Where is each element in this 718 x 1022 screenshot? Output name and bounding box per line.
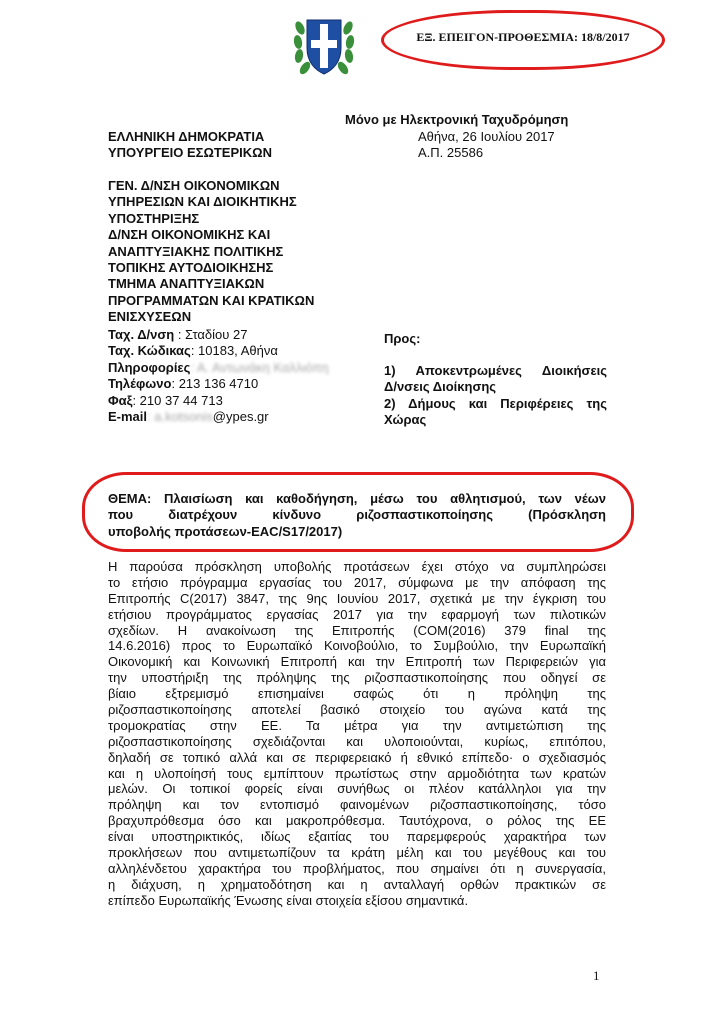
department-line: ΕΝΙΣΧΥΣΕΩΝ [108, 309, 192, 325]
phone-value: : 213 136 4710 [171, 376, 259, 392]
contact-details [108, 327, 378, 425]
body-line: ετήσιου προγράμματος εργασίας 2017 για την εφαρμογή των πιλοτικών [108, 606, 606, 622]
body-line: Επιτροπής C(2017) 3847, της 9ης Ιουνίου 2017, σχετικά με την έγκριση του [108, 590, 606, 606]
recipients-label: Προς: [384, 331, 421, 346]
body-line: και η υλοποίησή τους εμπίπτουν πρωτίστως στην αρμοδιότητα των κρατών [108, 765, 606, 781]
body-line: το ετήσιο πρόγραμμα εργασίας του 2017, σύμφωνα με την απόφαση της [108, 574, 606, 590]
body-line: ριζοσπαστικοποίησης αποτελεί βασικό στοιχείο του αγώνα κατά της [108, 702, 606, 718]
email-label: E-mail [108, 408, 148, 424]
body-line: την υποστήριξη της πρόληψης της ριζοσπαστικοποίησης που οδηγεί σε [108, 670, 606, 686]
protocol-number: Α.Π. 25586 [418, 145, 484, 160]
email-row [108, 409, 378, 425]
body-line: ριζοσπαστικοποίησης σχεδιάζονται και υλοποιούνται, κυρίως, επιτόπου, [108, 733, 606, 749]
fax-row [108, 393, 378, 409]
subject-block [108, 491, 606, 540]
body-line: επίπεδο Ευρωπαϊκής Ένωσης είναι στοιχεία εξίσου σημαντικά. [108, 892, 469, 908]
body-line: δηλαδή σε τοπικό αλλά και σε περιφερειακό ή εθνικό επίπεδο· ο σχεδιασμός [108, 749, 606, 765]
email-domain: @ypes.gr [212, 408, 269, 424]
recipient-line: 1) Αποκεντρωμένες Διοικήσεις [384, 363, 607, 378]
postcode-label: Ταχ. Κώδικας [108, 343, 191, 359]
department-line: ΤΜΗΜΑ ΑΝΑΠΤΥΞΙΑΚΩΝ [108, 276, 265, 292]
subject-line: που διατρέχουν κίνδυνο ριζοσπαστικοποίησης (Πρόσκληση [108, 507, 606, 523]
email-user-redacted: : a.kotsonis [147, 408, 213, 424]
department-line: ΑΝΑΠΤΥΞΙΑΚΗΣ ΠΟΛΙΤΙΚΗΣ [108, 243, 284, 259]
body-line: 14.6.2016) προς το Ευρωπαϊκό Κοινοβούλιο, το Συμβούλιο, την Ευρωπαϊκή [108, 638, 606, 654]
recipient-line: Δ/νσεις Διοίκησης [384, 379, 497, 395]
phone-row [108, 376, 378, 392]
department-line: ΥΠΟΣΤΗΡΙΞΗΣ [108, 210, 200, 226]
recipients-list [384, 363, 607, 429]
department-block [108, 178, 368, 326]
ministry-heading: ΥΠΟΥΡΓΕΙΟ ΕΣΩΤΕΡΙΚΩΝ [108, 145, 272, 160]
body-line: είναι υποστηρικτικός, ιδίως εξαιτίας του παρεμφερούς χαρακτήρα των [108, 829, 606, 845]
body-paragraph [108, 559, 606, 909]
body-line: αλληλένδετου χαρακτήρα του προβλήματος, που σημαίνει ότι η συνεργασία, [108, 860, 606, 876]
document-date: Αθήνα, 26 Ιουλίου 2017 [418, 129, 555, 144]
body-line: Οικονομική και Κοινωνική Επιτροπή και την Επιτροπή των Περιφερειών για [108, 654, 606, 670]
postcode-value: : 10183, Αθήνα [190, 343, 278, 359]
info-label: Πληροφορίες [108, 359, 191, 375]
recipient-line: Χώρας [384, 412, 427, 428]
subject-line: ΘΕΜΑ: Πλαισίωση και καθοδήγηση, μέσω του αθλητισμού, των νέων [108, 491, 606, 506]
postcode-row [108, 343, 378, 359]
body-line: προκλήσεων που αντιμετωπίζουν τα κράτη μέλη και του μεγέθους και του [108, 845, 606, 861]
address-label: Ταχ. Δ/νση [108, 327, 175, 342]
greek-emblem-icon [293, 14, 355, 85]
department-line: ΠΡΟΓΡΑΜΜΑΤΩΝ ΚΑΙ ΚΡΑΤΙΚΩΝ [108, 292, 315, 308]
department-line: ΤΟΠΙΚΗΣ ΑΥΤΟΔΙΟΙΚΗΣΗΣ [108, 260, 274, 276]
body-line: βίαιο εξτρεμισμό επισημαίνει σαφώς ότι η πρόληψη της [108, 686, 606, 702]
body-line: σχεδίων. Η ανακοίνωση της Επιτροπής (COM(2016) 379 final της [108, 622, 606, 638]
body-line: μελών. Οι τοπικοί φορείς είναι συνήθως οι πλέον κατάλληλοι για την [108, 781, 606, 797]
page-number: 1 [593, 968, 600, 983]
department-line: Δ/ΝΣΗ ΟΙΚΟΝΟΜΙΚΗΣ ΚΑΙ [108, 227, 271, 243]
urgent-deadline-stamp: ΕΞ. ΕΠΕΙΓΟΝ-ΠΡΟΘΕΣΜΙΑ: 18/8/2017 [416, 30, 630, 44]
fax-label: Φαξ [108, 392, 133, 408]
recipient-line: 2) Δήμους και Περιφέρειες της [384, 395, 607, 411]
department-line: ΓΕΝ. Δ/ΝΣΗ ΟΙΚΟΝΟΜΙΚΩΝ [108, 178, 280, 193]
info-value-redacted: : Α. Αντωνάκη Καλλιόπη [190, 359, 329, 375]
republic-heading: ΕΛΛΗΝΙΚΗ ΔΗΜΟΚΡΑΤΙΑ [108, 129, 265, 144]
department-line: ΥΠΗΡΕΣΙΩΝ ΚΑΙ ΔΙΟΙΚΗΤΙΚΗΣ [108, 194, 297, 210]
body-line: η διάχυση, η χρηματοδότηση και η ανταλλαγή ορθών πρακτικών σε [108, 876, 606, 892]
info-row [108, 360, 378, 376]
subject-line: υποβολής προτάσεων-EAC/S17/2017) [108, 523, 343, 539]
delivery-method: Μόνο με Ηλεκτρονική Ταχυδρόμηση [345, 112, 569, 127]
fax-value: : 210 37 44 713 [132, 392, 223, 408]
phone-label: Τηλέφωνο [108, 376, 172, 392]
address-value: : Σταδίου 27 [174, 327, 248, 342]
body-line: βραχυπρόθεσμα όσο και μακροπρόθεσμα. Ταυτόχρονα, ο ρόλος της ΕΕ [108, 813, 606, 829]
address-row [108, 327, 378, 343]
body-line: τρομοκρατίας στην ΕΕ. Τα μέτρα για την αντιμετώπιση της [108, 717, 606, 733]
body-line: Η παρούσα πρόσκληση υποβολής προτάσεων έχει στόχο να συμπληρώσει [108, 559, 606, 574]
body-line: πρόληψη και τον εντοπισμό φαινομένων ριζοσπαστικοποίησης, τόσο [108, 797, 606, 813]
